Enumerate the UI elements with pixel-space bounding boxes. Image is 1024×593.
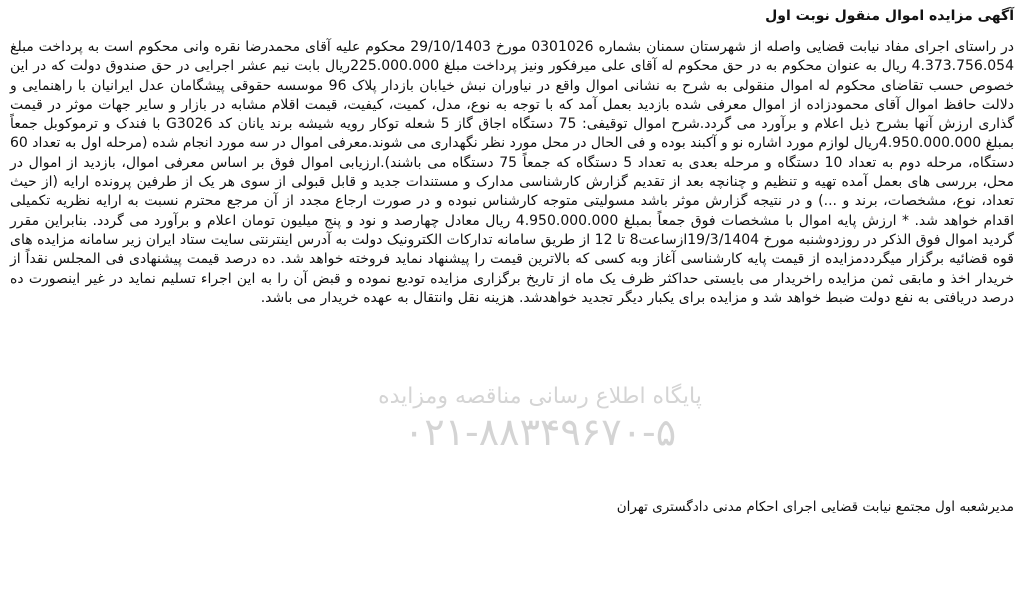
watermark-label: پایگاه اطلاع رسانی مناقصه ومزایده — [378, 384, 702, 409]
notice-signature: مدیرشعبه اول مجتمع نیابت قضایی اجرای احکام مدنی دادگستری تهران — [616, 499, 1014, 515]
notice-body: در راستای اجرای مفاد نیابت قضایی واصله از شهرستان سمنان بشماره 0301026 مورخ 29/10/1403 محکوم علیه آقای محمدرضا نقره وانی محکوم است به پرداخت مبلغ 4.373.756.054 ریال به عنوان محکوم به در حق محکوم له آقای علی میرفکور ونیز پرداخت مبلغ 225.000.000ریال بابت نیم عشر اجرایی در حق صندوق دولت که در این خصوص حسب تقاضای محکوم له اموال منقولی به شرح به نشانی اموال واقع در نیاوران نبش خیابان بازدار پلاک 96 موسسه حقوقی پیشگامان عدل ایرانیان با راهنمایی و دلالت حافظ اموال آقای محمودزاده از اموال معرفی شده بازدید بعمل آمد که با توجه به نوع، مدل، کمیت، کیفیت، قیمت اقلام مشابه در بازار و سایر جهات موثر در قیمت گذاری ارزش آنها بشرح ذیل اعلام و برآورد می گردد.شرح اموال توقیفی: 75 دستگاه اجاق گاز 5 شعله توکار رویه شیشه برند یانان کد G3026 با فندک و ترموکوبل جمعاً بمبلغ 4.950.000.000ریال لوازم مورد اشاره نو و آکبند بوده و فی الحال در محل مورد نظر نگهداری می شوند.معرفی اموال در سه مورد انجام شده (مرحله اول به تعداد 60 دستگاه، مرحله دوم به تعداد 10 دستگاه و مرحله بعدی به تعداد 5 دستگاه که جمعاً 75 دستگاه می باشند).ارزیابی اموال فوق بر اساس معرفی اموال، بازدید از اموال در محل، بررسی های بعمل آمده تهیه و تنظیم و چنانچه بعد از تقدیم گزارش کارشناسی مدارک و مستندات جدید و قابل قبولی از سوی هر یک از طرفین پرونده ارایه (از حیث تعداد، نوع، مشخصات، برند و ...) و در نتیجه گزارش موثر باشد مسولیتی متوجه کارشناس نبوده و در صورت ارجاع مجدد از آن مرجع محترم نسبت به ارایه نظریه تکمیلی اقدام خواهد شد. * ارزش پایه اموال با مشخصات فوق جمعاً بمبلغ 4.950.000.000 ریال معادل چهارصد و نود و پنج میلیون تومان اعلام و برآورد می گردد. بنابراین مقرر گردید اموال فوق الذکر در روزدوشنبه مورخ 19/3/1404ازساعت8 تا 12 از طریق سامانه تدارکات الکترونیک دولت به آدرس اینترنتی سایت ستاد ایران زیر سامانه مزایده های قوه قضائیه برگزار میگرددمزایده از قیمت پایه کارشناسی آغاز وبه کسی که بالاترین قیمت را پیشنهاد نماید فروخته خواهد شد. ده درصد قیمت پیشنهادی فی المجلس نقداً از خریدار اخذ و مابقی ثمن مزایده راخریدار می بایستی حداکثر ظرف یک ماه از تاریخ برگزاری مزایده تودیع نموده و قبض آن را به این اجراء تسلیم نماید در غیر اینصورت ده درصد دریافتی به نفع دولت ضبط خواهد شد و مزایده برای یکبار دیگر تجدید خواهدشد. هزینه نقل وانتقال به عهده خریدار می باشد. — [10, 39, 1015, 306]
watermark-phone: ۰۲۱-۸۸۳۴۹۶۷۰-۵ — [403, 410, 677, 454]
notice-title: آگهی مزایده اموال منقول نوبت اول — [765, 8, 1014, 24]
